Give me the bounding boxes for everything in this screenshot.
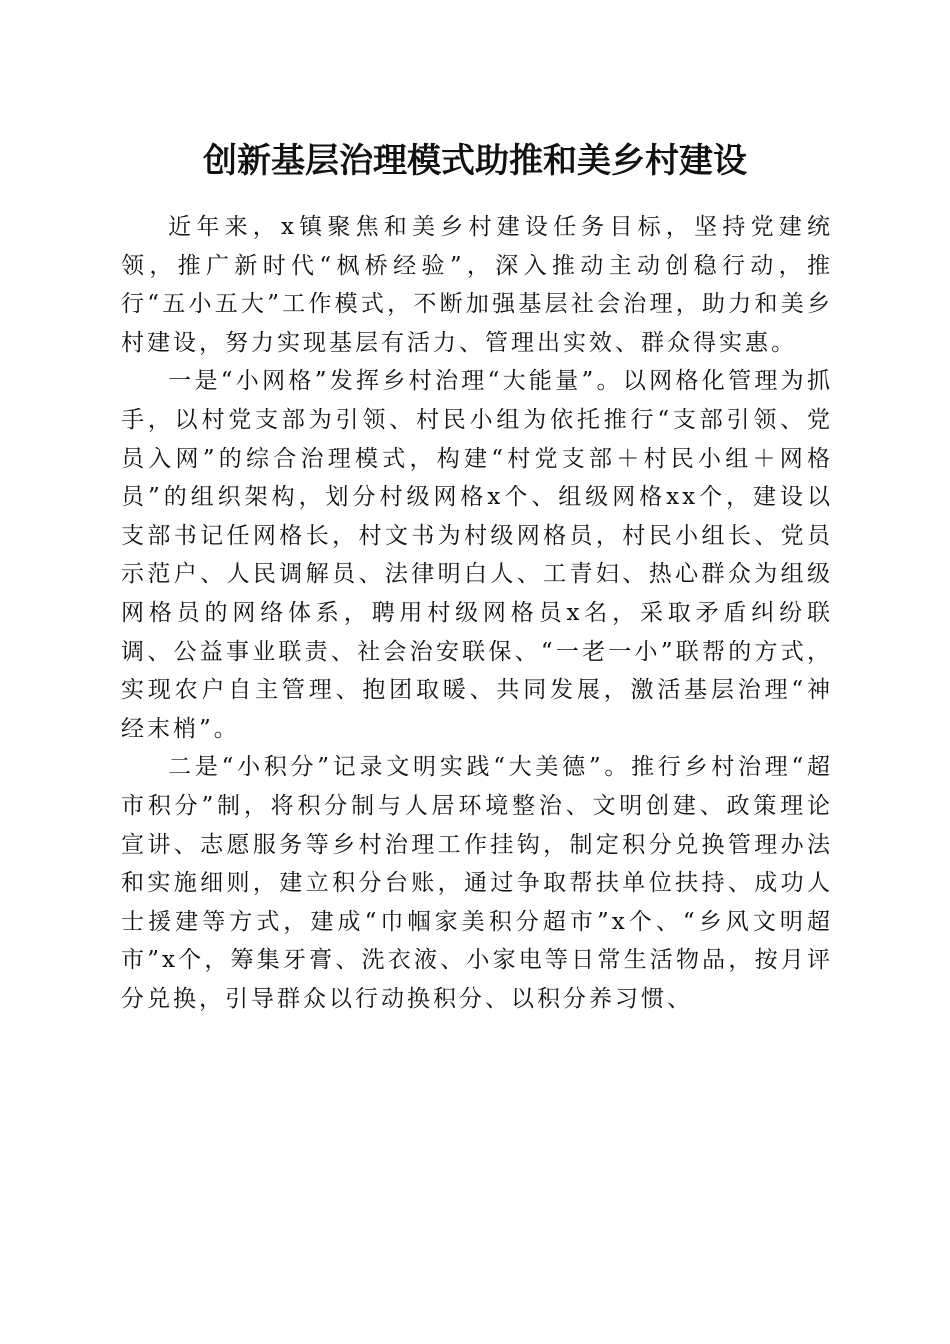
paragraph-small-grid: 一是“小网格”发挥乡村治理“大能量”。以网格化管理为抓手，以村党支部为引领、村民小组为依托推行“支部引领、党员入网”的综合治理模式，构建“村党支部＋村民小组＋网格员”的组织架构，划分村级网格x个、组级网格xx个，建设以支部书记任网格长，村文书为村级网格员，村民小组长、党员示范户、人民调解员、法律明白人、工青妇、热心群众为组级网格员的网络体系，聘用村级网格员x名，采取矛盾纠纷联调、公益事业联责、社会治安联保、“一老一小”联帮的方式，实现农户自主管理、抱团取暖、共同发展，激活基层治理“神经末梢”。 bbox=[121, 368, 833, 742]
paragraph-intro: 近年来，x镇聚焦和美乡村建设任务目标，坚持党建统领，推广新时代“枫桥经验”，深入推动主动创稳行动，推行“五小五大”工作模式，不断加强基层社会治理，助力和美乡村建设，努力实现基层有活力、管理出实效、群众得实惠。 bbox=[121, 214, 833, 356]
paragraph-small-points: 二是“小积分”记录文明实践“大美德”。推行乡村治理“超市积分”制，将积分制与人居环境整治、文明创建、政策理论宣讲、志愿服务等乡村治理工作挂钩，制定积分兑换管理办法和实施细则，建立积分台账，通过争取帮扶单位扶持、成功人士援建等方式，建成“巾帼家美积分超市”x个、“乡风文明超市”x个，筹集牙膏、洗衣液、小家电等日常生活物品，按月评分兑换，引导群众以行动换积分、以积分养习惯、 bbox=[121, 754, 833, 1012]
document-body bbox=[121, 208, 833, 1018]
document-title: 创新基层治理模式助推和美乡村建设 bbox=[203, 141, 747, 181]
